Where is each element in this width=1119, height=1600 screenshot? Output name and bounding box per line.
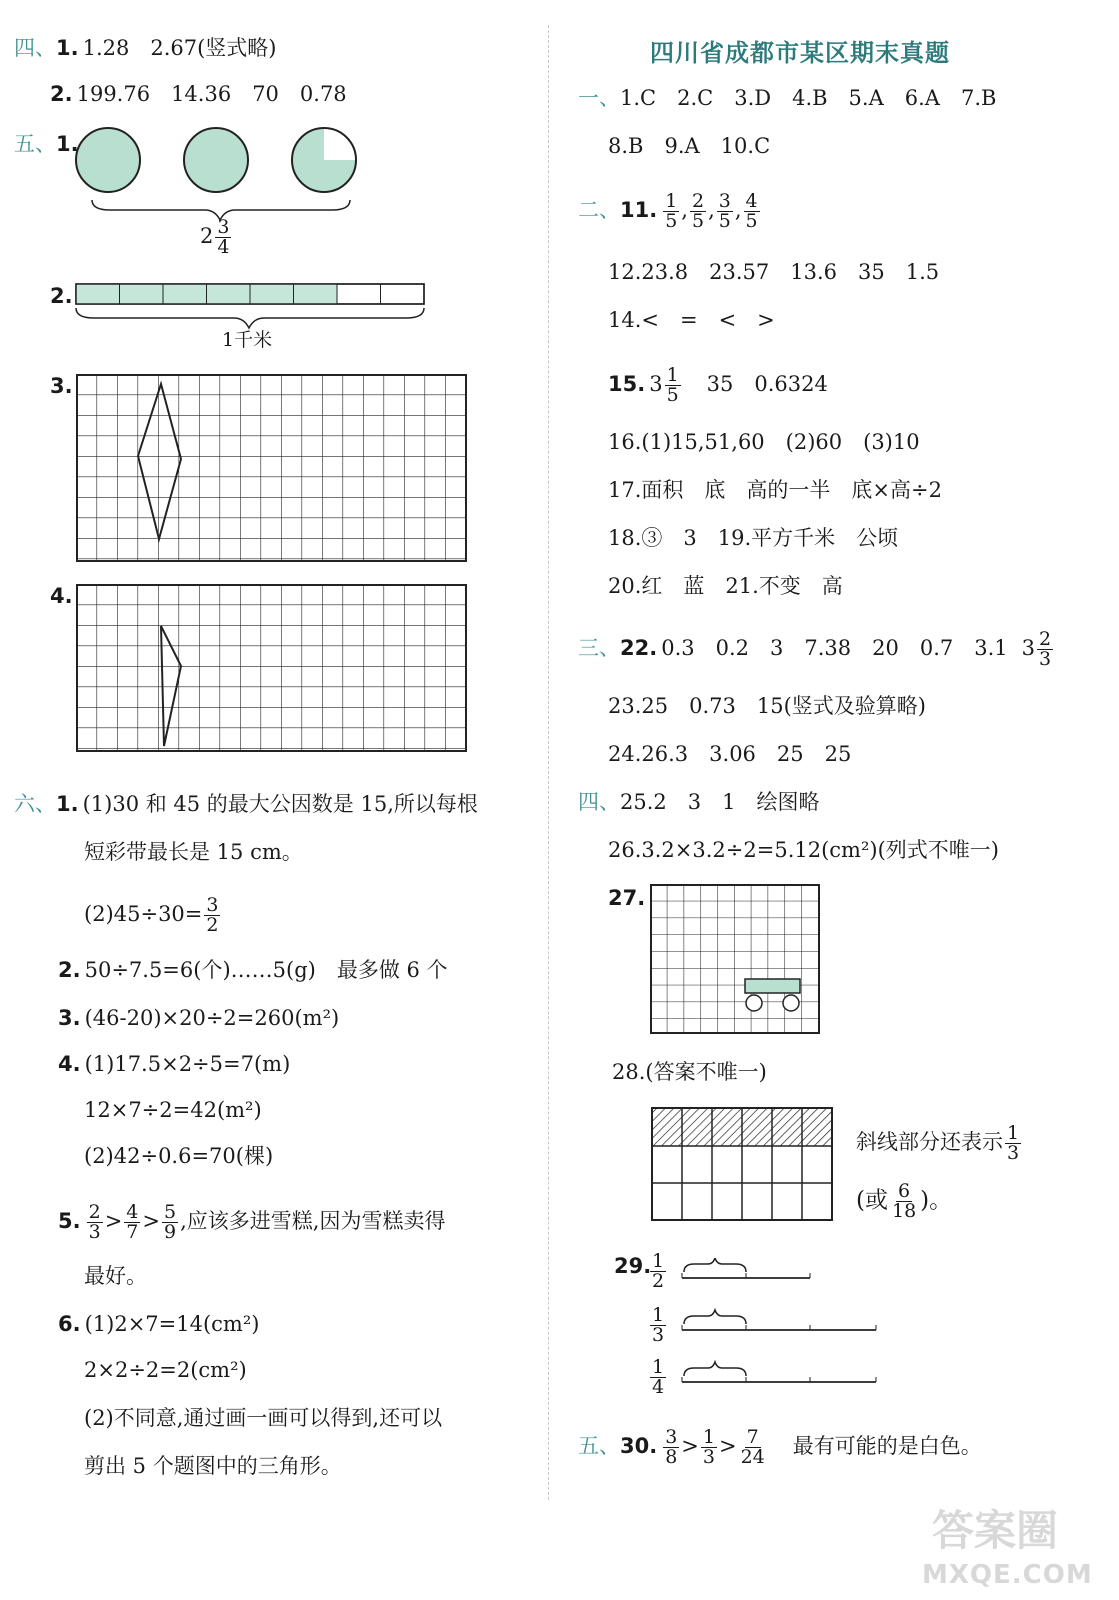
r-line-27: 27.: [608, 886, 646, 910]
r-line-17: 17.面积 底 高的一半 底×高÷2: [608, 478, 942, 502]
q6-1-b: 短彩带最长是 15 cm。: [84, 840, 303, 864]
q6-2: 2. 50÷7.5=6(个)……5(g) 最多做 6 个: [58, 958, 448, 982]
km-bar-figure: [74, 282, 434, 332]
r28-note: 斜线部分还表示 $\frac{1}{3}$: [856, 1122, 1020, 1164]
r-line-30: 五、30. $\frac{3}{8}$ > $\frac{1}{3}$ > $\frac{7}{24}$ 最有可能的是白色。: [578, 1426, 982, 1468]
line-5-3: 3.: [50, 374, 73, 398]
r29-frac-2: $\frac{1}{3}$: [652, 1304, 665, 1346]
segment-bars-29: [680, 1258, 880, 1398]
r-line-15: 15. 3 $\frac{1}{5}$ 35 0.6324: [608, 364, 828, 406]
r-line-22: 三、22. 0.3 0.2 3 7.38 20 0.7 3.1 3 $\frac{2}{3}$: [578, 628, 1052, 670]
hatched-rect-28: [650, 1106, 836, 1224]
r29-frac-3: $\frac{1}{4}$: [652, 1356, 665, 1398]
q6-4-a: 4. (1)17.5×2÷5=7(m): [58, 1052, 291, 1076]
r-line-26: 26.3.2×3.2÷2=5.12(cm²)(列式不唯一): [608, 838, 999, 862]
line-4-1: 四、1. 1.28 2.67(竖式略): [14, 36, 277, 60]
km-caption: 1千米: [222, 329, 273, 351]
q6-5-a: 5. $\frac{2}{3}$ > $\frac{4}{7}$ > $\frac{5}{9}$ ,应该多进雪糕,因为雪糕卖得: [58, 1201, 446, 1243]
q6-4-c: (2)42÷0.6=70(棵): [84, 1144, 274, 1168]
line-5-1: 五、1.: [14, 132, 79, 156]
q6-6-b: 2×2÷2=2(cm²): [84, 1358, 247, 1382]
q6-3: 3. (46-20)×20÷2=260(m²): [58, 1006, 340, 1030]
grid-4: [76, 584, 468, 754]
q6-6-a: 6. (1)2×7=14(cm²): [58, 1312, 260, 1336]
r-line-11: 二、11. $\frac{1}{5}$ , $\frac{2}{5}$ , $\frac{3}{5}$ , $\frac{4}{5}$: [578, 190, 758, 232]
q6-4-b: 12×7÷2=42(m²): [84, 1098, 262, 1122]
line-4-2: 2. 199.76 14.36 70 0.78: [50, 82, 347, 106]
page-title: 四川省成都市某区期末真题: [650, 38, 950, 67]
grid-3: [76, 374, 468, 564]
r-line-29: 29.: [614, 1254, 652, 1278]
r-line-2: 8.B 9.A 10.C: [608, 134, 771, 158]
r-line-25: 四、25.2 3 1 绘图略: [578, 790, 820, 814]
line-5-4: 4.: [50, 584, 73, 608]
watermark-logo: 答案圈: [932, 1506, 1059, 1555]
r-line-28: 28.(答案不唯一): [612, 1060, 767, 1084]
r28-or: (或 $\frac{6}{18}$ )。: [856, 1180, 953, 1222]
r-line-18: 18.③ 3 19.平方千米 公顷: [608, 526, 899, 550]
r-line-20: 20.红 蓝 21.不变 高: [608, 574, 843, 598]
watermark-url: MXQE.COM: [922, 1560, 1093, 1590]
q6-6-c: (2)不同意,通过画一画可以得到,还可以: [84, 1406, 443, 1430]
mixed-fraction-2-3-4: 2 $\frac{3}{4}$: [200, 216, 230, 258]
line-5-2: 2.: [50, 284, 73, 308]
grid-27: [650, 884, 822, 1036]
q6-6-d: 剪出 5 个题图中的三角形。: [84, 1454, 342, 1478]
q6-1-c: (2)45÷30= $\frac{3}{2}$: [84, 894, 219, 936]
q6-1-a: 六、1. (1)30 和 45 的最大公因数是 15,所以每根: [14, 792, 478, 816]
r-line-16: 16.(1)15,51,60 (2)60 (3)10: [608, 430, 920, 454]
q6-5-b: 最好。: [84, 1264, 147, 1288]
r-line-23: 23.25 0.73 15(竖式及验算略): [608, 694, 926, 718]
r-line-14: 14.< = < >: [608, 308, 775, 332]
r-line-12: 12.23.8 23.57 13.6 35 1.5: [608, 260, 940, 284]
r29-frac-1: $\frac{1}{2}$: [652, 1250, 665, 1292]
r-line-1: 一、1.C 2.C 3.D 4.B 5.A 6.A 7.B: [578, 86, 997, 110]
r-line-24: 24.26.3 3.06 25 25: [608, 742, 852, 766]
